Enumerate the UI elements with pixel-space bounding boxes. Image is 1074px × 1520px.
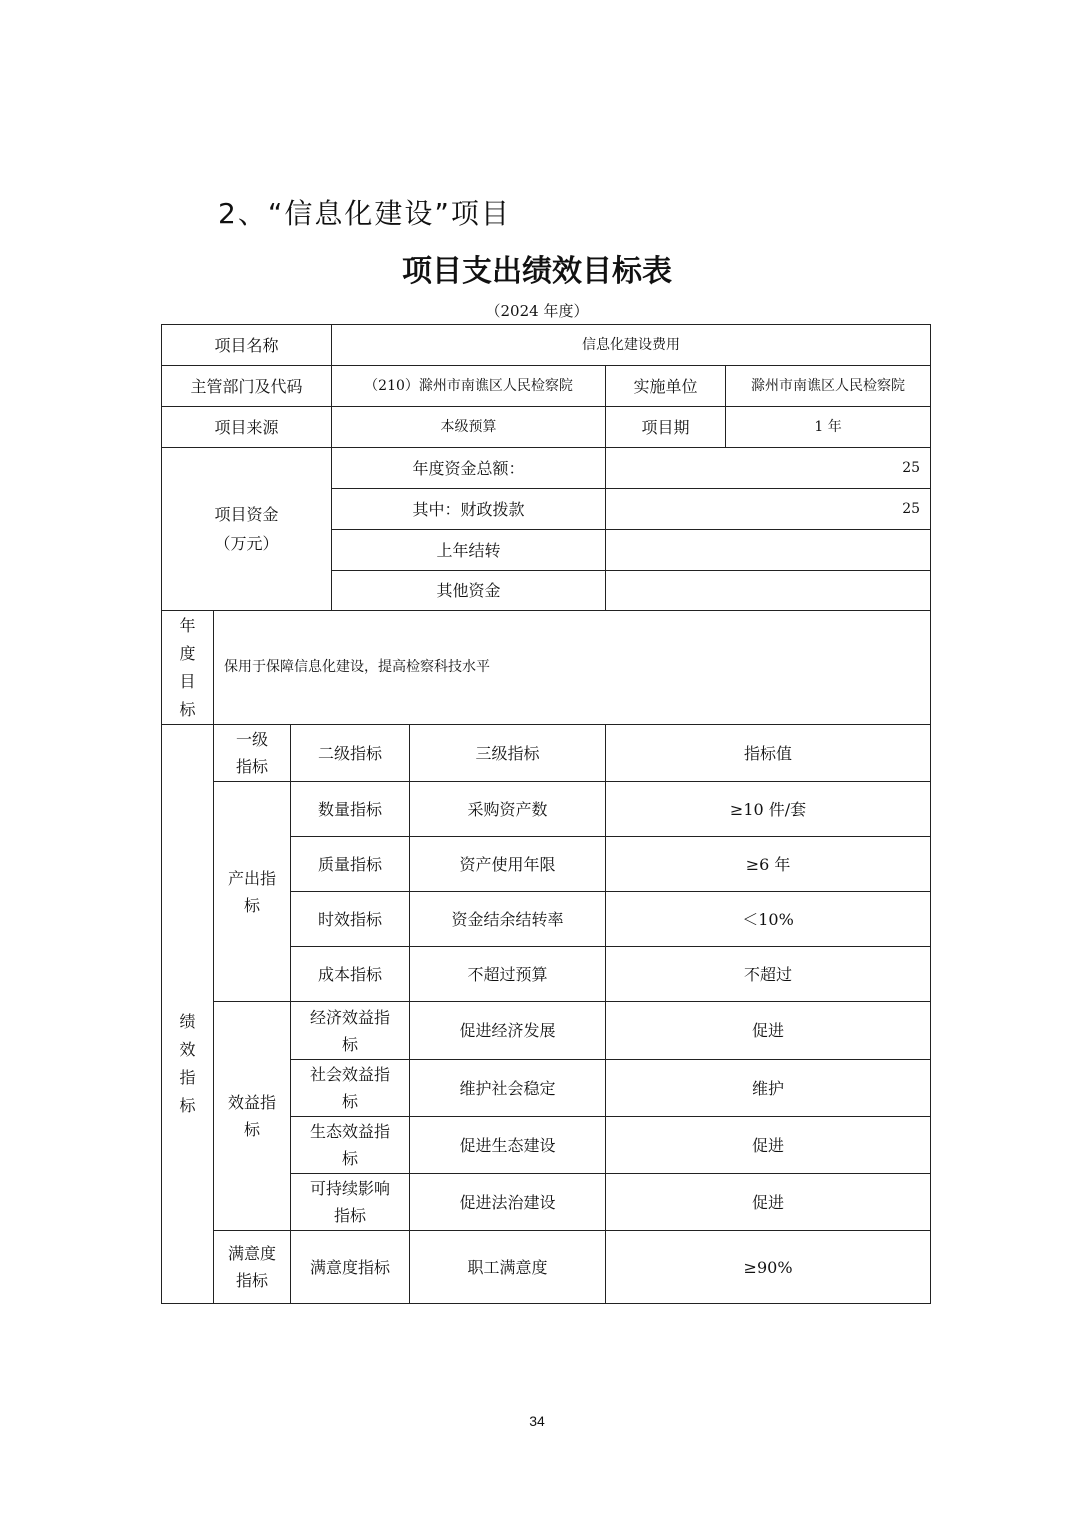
value-cell: 促进 (606, 1174, 931, 1231)
level2-cell: 生态效益指 标 (291, 1117, 410, 1174)
fund-carry-value (606, 530, 931, 571)
level2-cell: 时效指标 (291, 892, 410, 947)
level2-cell: 成本指标 (291, 947, 410, 1002)
row-fund-total (162, 448, 931, 489)
header-level1: 一级 指标 (214, 725, 291, 782)
header-value: 指标值 (606, 725, 931, 782)
level3-cell: 资金结余结转率 (410, 892, 606, 947)
satisfaction-indicators-label: 满意度 指标 (214, 1231, 291, 1304)
project-period-value: 1 年 (726, 407, 931, 448)
fund-other-label: 其他资金 (332, 571, 606, 611)
level3-cell: 资产使用年限 (410, 837, 606, 892)
value-cell: ≥10 件/套 (606, 782, 931, 837)
section-heading: 2、“信息化建设”项目 (218, 197, 511, 230)
row-annual-goal (162, 611, 931, 725)
row-project-name (162, 325, 931, 366)
performance-target-table (161, 324, 931, 1304)
fund-total-label: 年度资金总额： (332, 448, 606, 489)
level3-cell: 促进法治建设 (410, 1174, 606, 1231)
row-department (162, 366, 931, 407)
level3-cell: 促进经济发展 (410, 1002, 606, 1060)
annual-goal-text: 保用于保障信息化建设，提高检察科技水平 (214, 611, 931, 725)
annual-goal-label: 年 度 目 标 (162, 611, 214, 725)
table-row (162, 1231, 931, 1304)
level3-cell: 维护社会稳定 (410, 1060, 606, 1117)
value-cell: ＜10% (606, 892, 931, 947)
output-indicators-label: 产出指 标 (214, 782, 291, 1002)
benefit-indicators-label: 效益指 标 (214, 1002, 291, 1231)
value-cell: 促进 (606, 1117, 931, 1174)
project-source-value: 本级预算 (332, 407, 606, 448)
table-row (162, 782, 931, 837)
row-source (162, 407, 931, 448)
fund-fiscal-label: 其中：财政拨款 (332, 489, 606, 530)
implementing-unit-value: 滁州市南谯区人民检察院 (726, 366, 931, 407)
table-row (162, 1002, 931, 1060)
level2-cell: 经济效益指 标 (291, 1002, 410, 1060)
fund-fiscal-value: 25 (606, 489, 931, 530)
project-source-label: 项目来源 (162, 407, 332, 448)
project-period-label: 项目期 (606, 407, 726, 448)
department-value: （210）滁州市南谯区人民检察院 (332, 366, 606, 407)
performance-indicators-label: 绩 效 指 标 (162, 725, 214, 1304)
level2-cell: 可持续影响 指标 (291, 1174, 410, 1231)
value-cell: 不超过 (606, 947, 931, 1002)
department-label: 主管部门及代码 (162, 366, 332, 407)
project-name-value: 信息化建设费用 (332, 325, 931, 366)
header-level2: 二级指标 (291, 725, 410, 782)
level2-cell: 社会效益指 标 (291, 1060, 410, 1117)
project-name-label: 项目名称 (162, 325, 332, 366)
page-number: 34 (529, 1413, 545, 1429)
document-title: 项目支出绩效目标表 (402, 254, 672, 289)
indicator-header-row (162, 725, 931, 782)
project-funds-label: 项目资金 （万元） (162, 448, 332, 611)
value-cell: ≥90% (606, 1231, 931, 1304)
fund-total-value: 25 (606, 448, 931, 489)
level3-cell: 促进生态建设 (410, 1117, 606, 1174)
level3-cell: 不超过预算 (410, 947, 606, 1002)
level2-cell: 数量指标 (291, 782, 410, 837)
level2-cell: 满意度指标 (291, 1231, 410, 1304)
level3-cell: 采购资产数 (410, 782, 606, 837)
value-cell: 维护 (606, 1060, 931, 1117)
value-cell: 促进 (606, 1002, 931, 1060)
fund-other-value (606, 571, 931, 611)
implementing-unit-label: 实施单位 (606, 366, 726, 407)
level2-cell: 质量指标 (291, 837, 410, 892)
header-level3: 三级指标 (410, 725, 606, 782)
fund-carry-label: 上年结转 (332, 530, 606, 571)
level3-cell: 职工满意度 (410, 1231, 606, 1304)
value-cell: ≥6 年 (606, 837, 931, 892)
document-year: （2024 年度） (485, 302, 589, 320)
